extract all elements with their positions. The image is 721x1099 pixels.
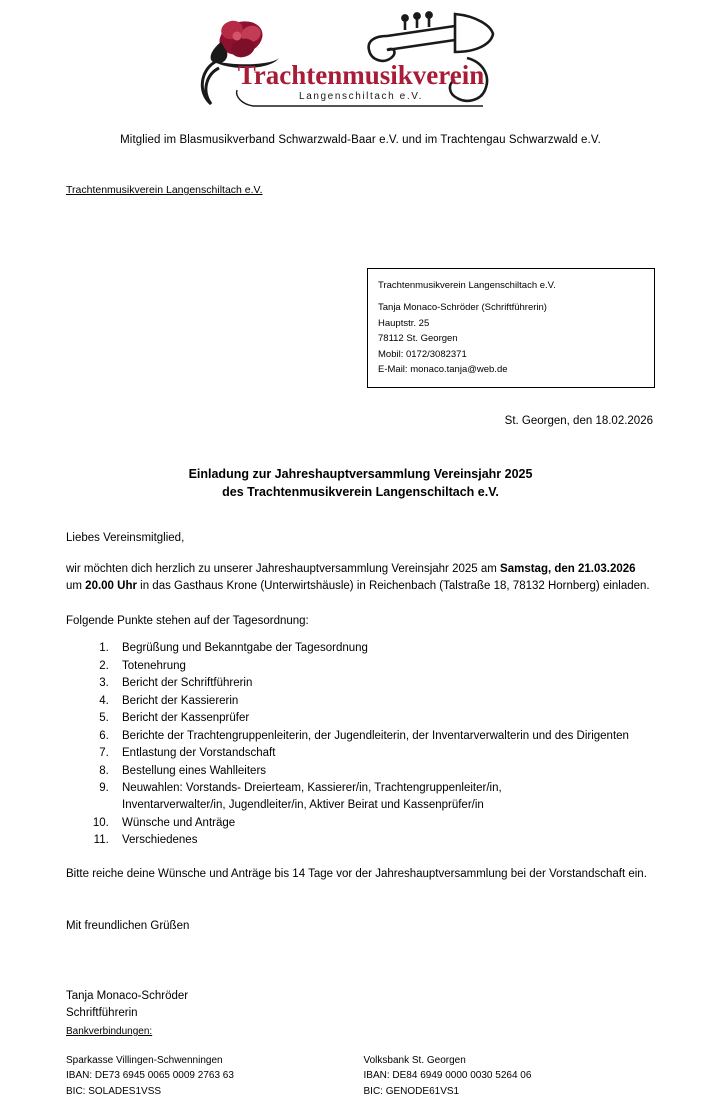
invitation-text-1: wir möchten dich herzlich zu unserer Jahreshauptversammlung Vereinsjahr 2025 am	[66, 562, 501, 575]
address-org: Trachtenmusikverein Langenschiltach e.V.	[378, 280, 556, 291]
invitation-text-2: um	[66, 579, 86, 592]
bank-bic: BIC: SOLADES1VSS	[66, 1085, 162, 1097]
signature-name: Tanja Monaco-Schröder	[66, 990, 189, 1003]
bank-name: Sparkasse Villingen-Schwenningen	[66, 1054, 223, 1066]
agenda-intro: Folgende Punkte stehen auf der Tagesordnung:	[66, 615, 309, 627]
invitation-text-3: in das Gasthaus Krone (Unterwirtshäusle) in Reichenbach (Talstraße 18, 78132 Hornberg) einladen.	[136, 579, 650, 592]
address-city: 78112 St. Georgen	[378, 333, 458, 345]
address-person: Tanja Monaco-Schröder (Schriftführerin)	[378, 302, 547, 314]
address-spacer	[378, 293, 644, 300]
bank-columns	[66, 1053, 655, 1099]
list-item: 8. Bestellung eines Wahlleiters	[112, 763, 655, 780]
bank-iban: IBAN: DE73 6945 0065 0009 2763 63	[66, 1070, 234, 1082]
list-item: 3. Bericht der Schriftführerin	[112, 675, 655, 692]
address-email: E-Mail: monaco.tanja@web.de	[378, 363, 508, 375]
list-item: 7. Entlastung der Vorstandschaft	[112, 745, 655, 762]
bank-heading: Bankverbindungen:	[66, 1025, 153, 1037]
trachtenmusikverein-logo	[191, 8, 531, 116]
signature-role: Schriftführerin	[66, 1006, 138, 1019]
sender-line: Trachtenmusikverein Langenschiltach e.V.	[66, 184, 263, 196]
logo-subtitle: Langenschiltach e.V.	[298, 91, 423, 102]
agenda-list	[66, 640, 655, 849]
page-title	[66, 465, 655, 501]
bank-column-2	[358, 1053, 656, 1099]
request-line: Bitte reiche deine Wünsche und Anträge bis 14 Tage vor der Jahreshauptversammlung bei der Vorstandschaft ein.	[66, 868, 647, 881]
bank-iban: IBAN: DE84 6949 0000 0030 5264 06	[363, 1070, 532, 1082]
bank-bic: BIC: GENODE61VS1	[363, 1085, 460, 1097]
address-box	[367, 268, 655, 388]
list-item: 4. Bericht der Kassiererin	[112, 693, 655, 710]
logo-block	[66, 0, 655, 116]
invitation-date: Samstag, den 21.03.2026	[500, 562, 636, 575]
invitation-paragraph	[66, 561, 655, 596]
logo-wordmark: Trachtenmusikverein	[237, 60, 484, 90]
closing-greeting: Mit freundlichen Grüßen	[66, 920, 190, 933]
membership-line: Mitglied im Blasmusikverband Schwarzwald-Baar e.V. und im Trachtengau Schwarzwald e.V.	[120, 134, 601, 146]
list-item: 5. Bericht der Kassenprüfer	[112, 710, 655, 727]
bank-name: Volksbank St. Georgen	[363, 1054, 466, 1066]
address-box-wrapper	[66, 268, 655, 388]
signature-block	[66, 988, 655, 1021]
salutation: Liebes Vereinsmitglied,	[66, 531, 185, 544]
list-item: 11. Verschiedenes	[112, 832, 655, 849]
list-item: 1. Begrüßung und Bekanntgabe der Tagesordnung	[112, 640, 655, 657]
invitation-time: 20.00 Uhr	[85, 579, 137, 592]
list-item: 6. Berichte der Trachtengruppenleiterin, der Jugendleiterin, der Inventarverwalterin und des Dirigenten	[112, 728, 655, 745]
list-item-text: Neuwahlen: Vorstands- Dreierteam, Kassierer/in, Trachtengruppenleiter/in,	[122, 782, 502, 795]
list-item	[112, 780, 655, 814]
address-street: Hauptstr. 25	[378, 317, 430, 329]
address-mobile: Mobil: 0172/3082371	[378, 348, 467, 360]
date-line: St. Georgen, den 18.02.2026	[504, 415, 653, 428]
page-title-line1: Einladung zur Jahreshauptversammlung Vereinsjahr 2025	[188, 467, 533, 482]
list-item: 2. Totenehrung	[112, 658, 655, 675]
list-item: 10. Wünsche und Anträge	[112, 815, 655, 832]
list-item-subtext: Inventarverwalter/in, Jugendleiter/in, Aktiver Beirat und Kassenprüfer/in	[122, 799, 484, 812]
bank-column-1	[66, 1053, 358, 1099]
page-title-line2: des Trachtenmusikverein Langenschiltach e.V.	[222, 485, 499, 500]
